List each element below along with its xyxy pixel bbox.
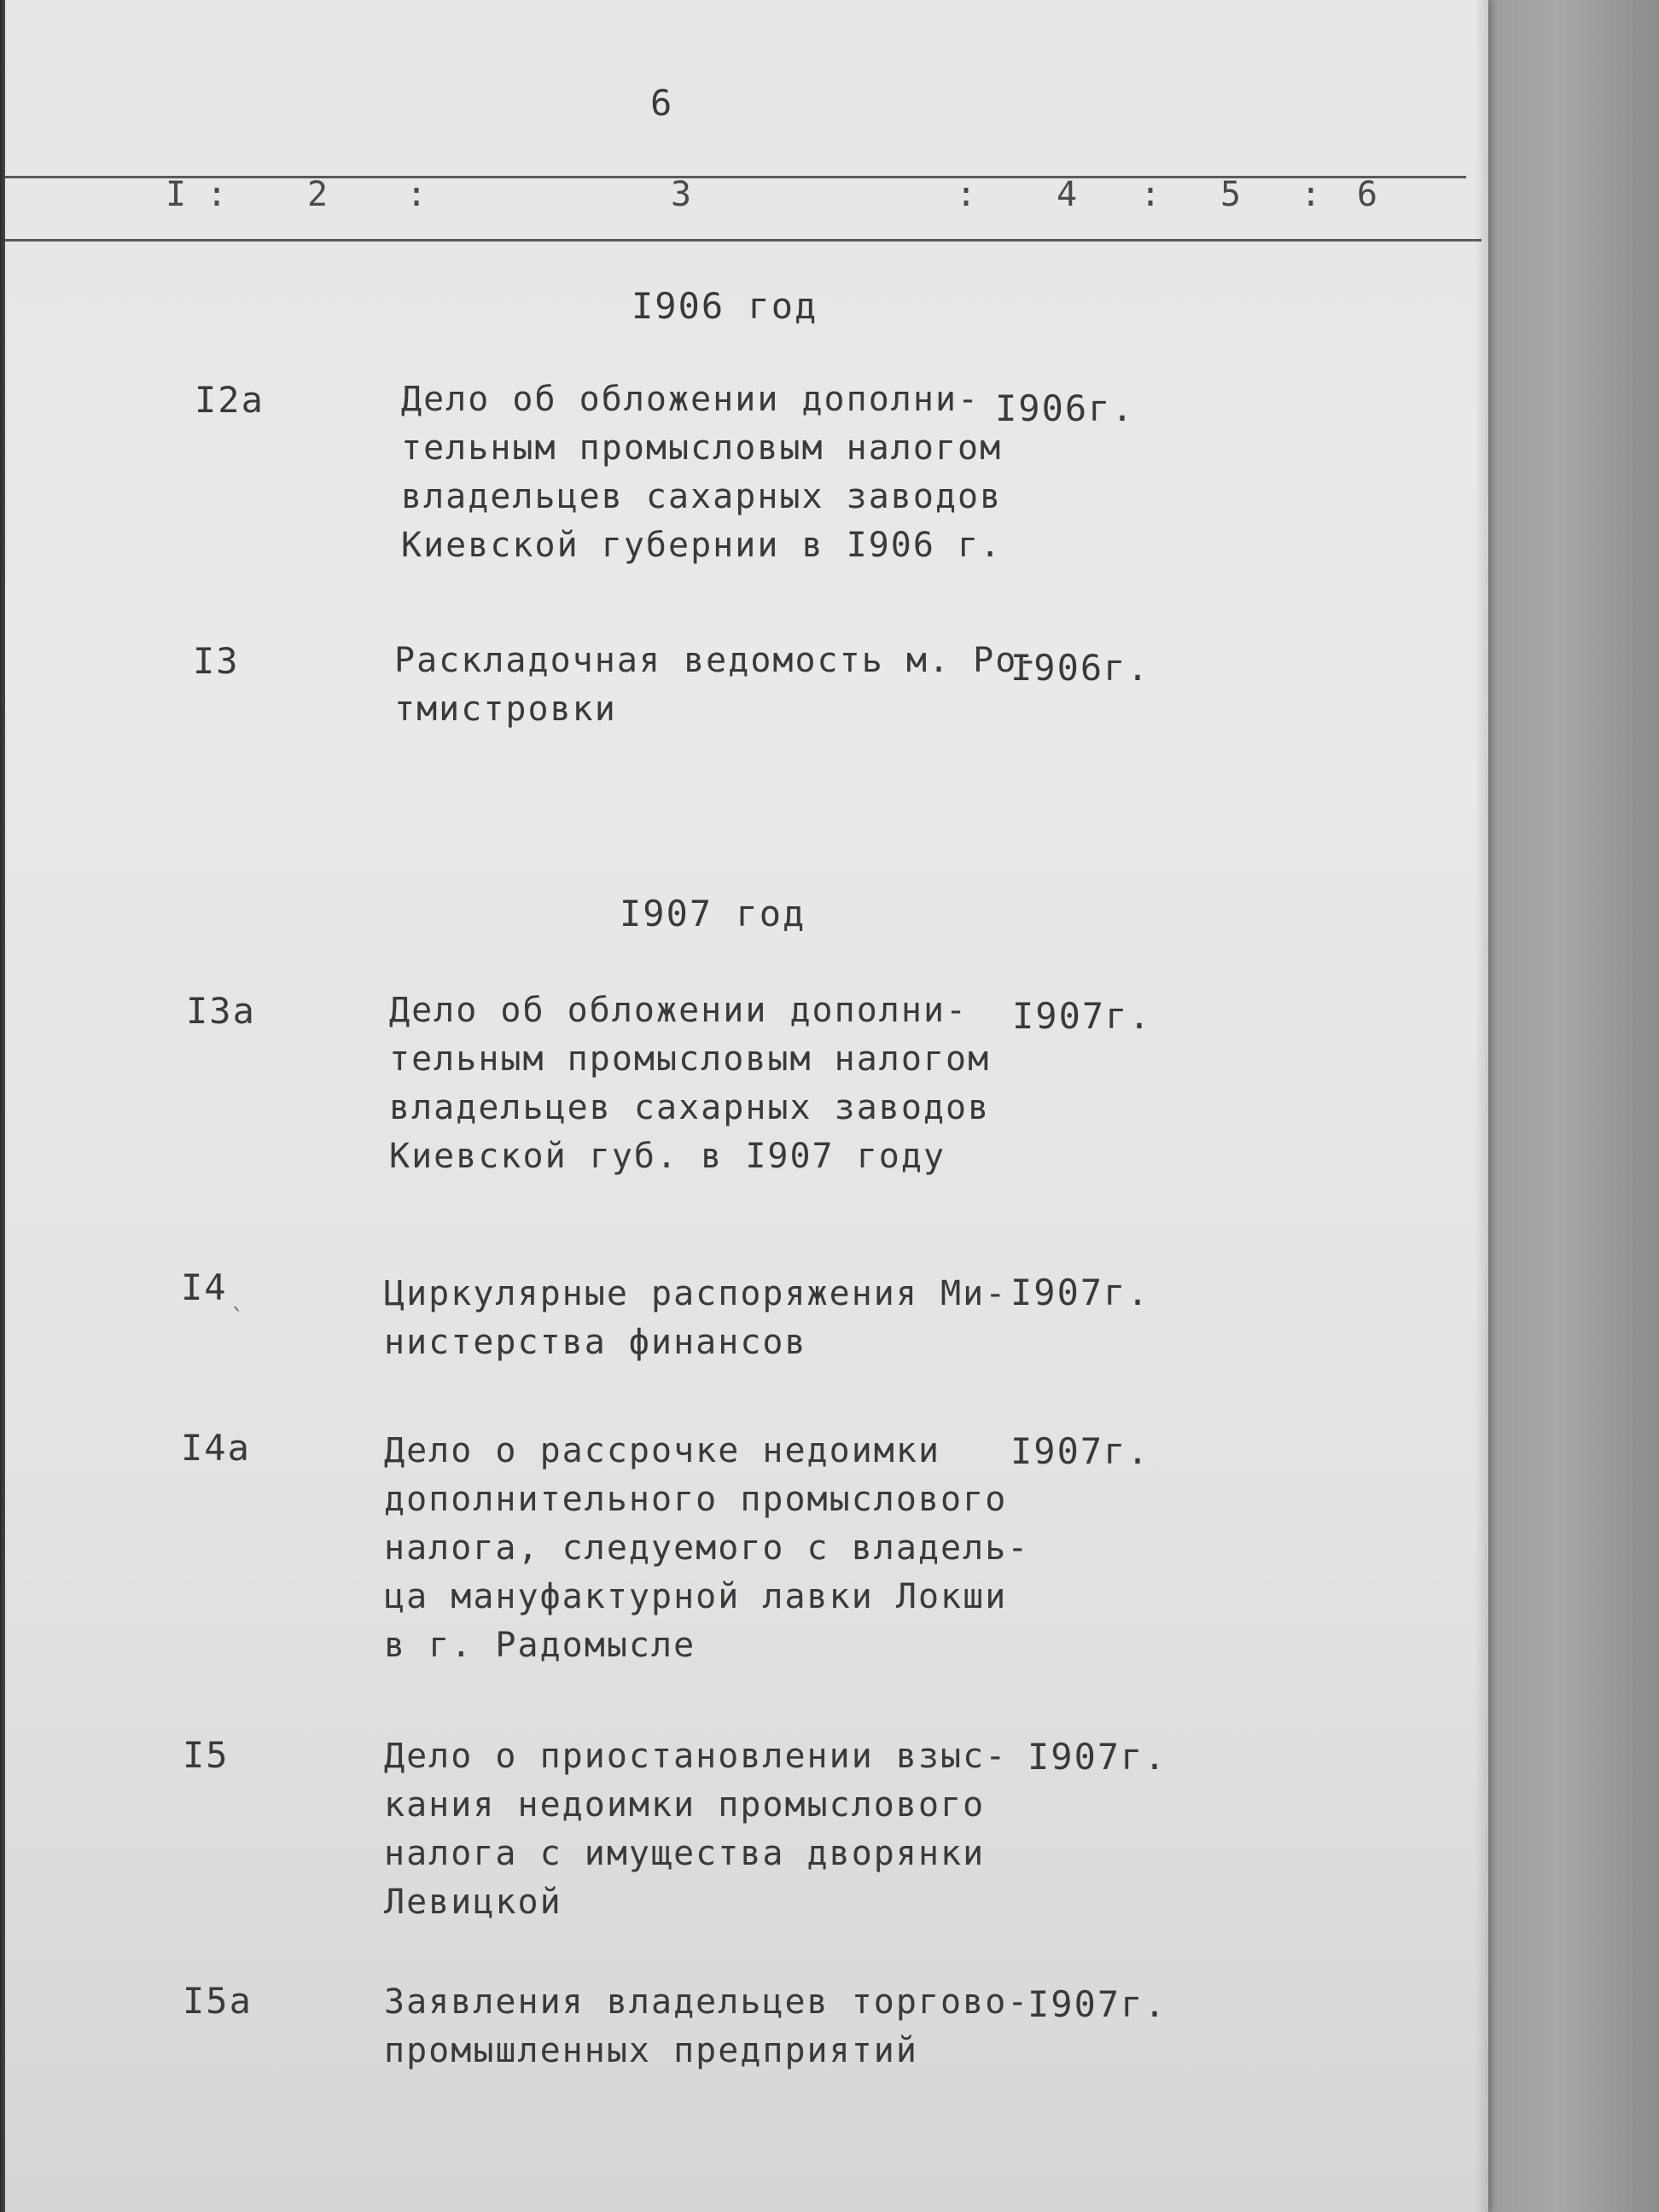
column-separator: :: [1140, 175, 1163, 214]
entry-number: I5: [183, 1734, 230, 1776]
entry-description-line: нистерства финансов: [384, 1323, 807, 1362]
entry-description-line: ца мануфактурной лавки Локши: [384, 1577, 1008, 1616]
entry-description-line: Киевской губ. в I907 году: [389, 1137, 946, 1176]
entry-description-line: Заявления владельцев торгово-: [384, 1982, 1030, 2022]
entry-description-line: Киевской губернии в I906 г.: [401, 526, 1003, 565]
entry-number: I3а: [186, 990, 256, 1032]
entry-description-line: тельным промысловым налогом: [389, 1039, 991, 1079]
column-header-2: 2: [307, 175, 330, 214]
entry-description-line: тмистровки: [394, 690, 617, 729]
column-separator: :: [207, 175, 230, 214]
year-heading-1906: I906 год: [632, 285, 818, 327]
entry-description: [384, 1732, 1007, 1927]
entry-description-line: тельным промысловым налогом: [401, 428, 1003, 468]
entry-description-line: кания недоимки промыслового: [384, 1785, 986, 1825]
entry-description-line: Дело о рассрочке недоимки: [384, 1431, 941, 1470]
entry-description: [384, 1978, 1029, 2075]
column-separator: :: [1301, 175, 1324, 214]
entry-date: I906г.: [1010, 647, 1150, 689]
page-edge-shade: [1475, 0, 1488, 2212]
entry-description-line: в г. Радомысле: [384, 1626, 696, 1665]
entry-date: I907г.: [1027, 1983, 1167, 2025]
entry-description-line: Дело об обложении дополни-: [401, 380, 981, 419]
entry-description-line: налога с имущества дворянки: [384, 1834, 986, 1873]
entry-date: I907г.: [1010, 1272, 1150, 1313]
entry-description: [394, 637, 1039, 734]
entry-description-line: Левицкой: [384, 1883, 562, 1922]
document-page: [5, 0, 1488, 2212]
year-heading-1907: I907 год: [620, 893, 806, 934]
entry-number: I2а: [195, 379, 265, 421]
header-rule-bottom: [5, 239, 1481, 242]
column-header-1: I: [166, 175, 189, 214]
entry-description-line: дополнительного промыслового: [384, 1480, 1008, 1519]
entry-description-line: Циркулярные распоряжения Ми-: [384, 1274, 1008, 1313]
entry-description: [401, 375, 1002, 570]
entry-description-line: налога, следуемого с владель-: [384, 1528, 1030, 1568]
pen-mark: ˎ: [229, 1281, 247, 1311]
entry-date: I907г.: [1027, 1736, 1167, 1778]
entry-number: I4: [181, 1266, 228, 1308]
entry-description-line: промышленных предприятий: [384, 2031, 918, 2070]
entry-description-line: Раскладочная ведомость м. Ро-: [394, 641, 1040, 680]
column-separator: :: [956, 175, 979, 214]
entry-description: [384, 1270, 1007, 1367]
entry-description-line: владельцев сахарных заводов: [389, 1088, 991, 1127]
column-header-5: 5: [1220, 175, 1243, 214]
entry-number: I3: [193, 640, 240, 682]
entry-date: I906г.: [995, 387, 1135, 429]
entry-number: I5а: [183, 1980, 253, 2022]
entry-description-line: владельцев сахарных заводов: [401, 477, 1003, 516]
entry-date: I907г.: [1010, 1430, 1150, 1472]
column-separator: :: [406, 175, 429, 214]
column-header-4: 4: [1057, 175, 1080, 214]
column-header-3: 3: [671, 175, 694, 214]
entry-description-line: Дело об обложении дополни-: [389, 991, 969, 1030]
entry-date: I907г.: [1012, 995, 1152, 1037]
column-header-6: 6: [1357, 175, 1380, 214]
background-surface: [1485, 0, 1659, 2212]
entry-description: [389, 987, 990, 1181]
entry-description-line: Дело о приостановлении взыс-: [384, 1737, 1008, 1776]
entry-description: [384, 1427, 1029, 1670]
entry-number: I4а: [181, 1427, 251, 1469]
page-number: 6: [650, 82, 674, 124]
